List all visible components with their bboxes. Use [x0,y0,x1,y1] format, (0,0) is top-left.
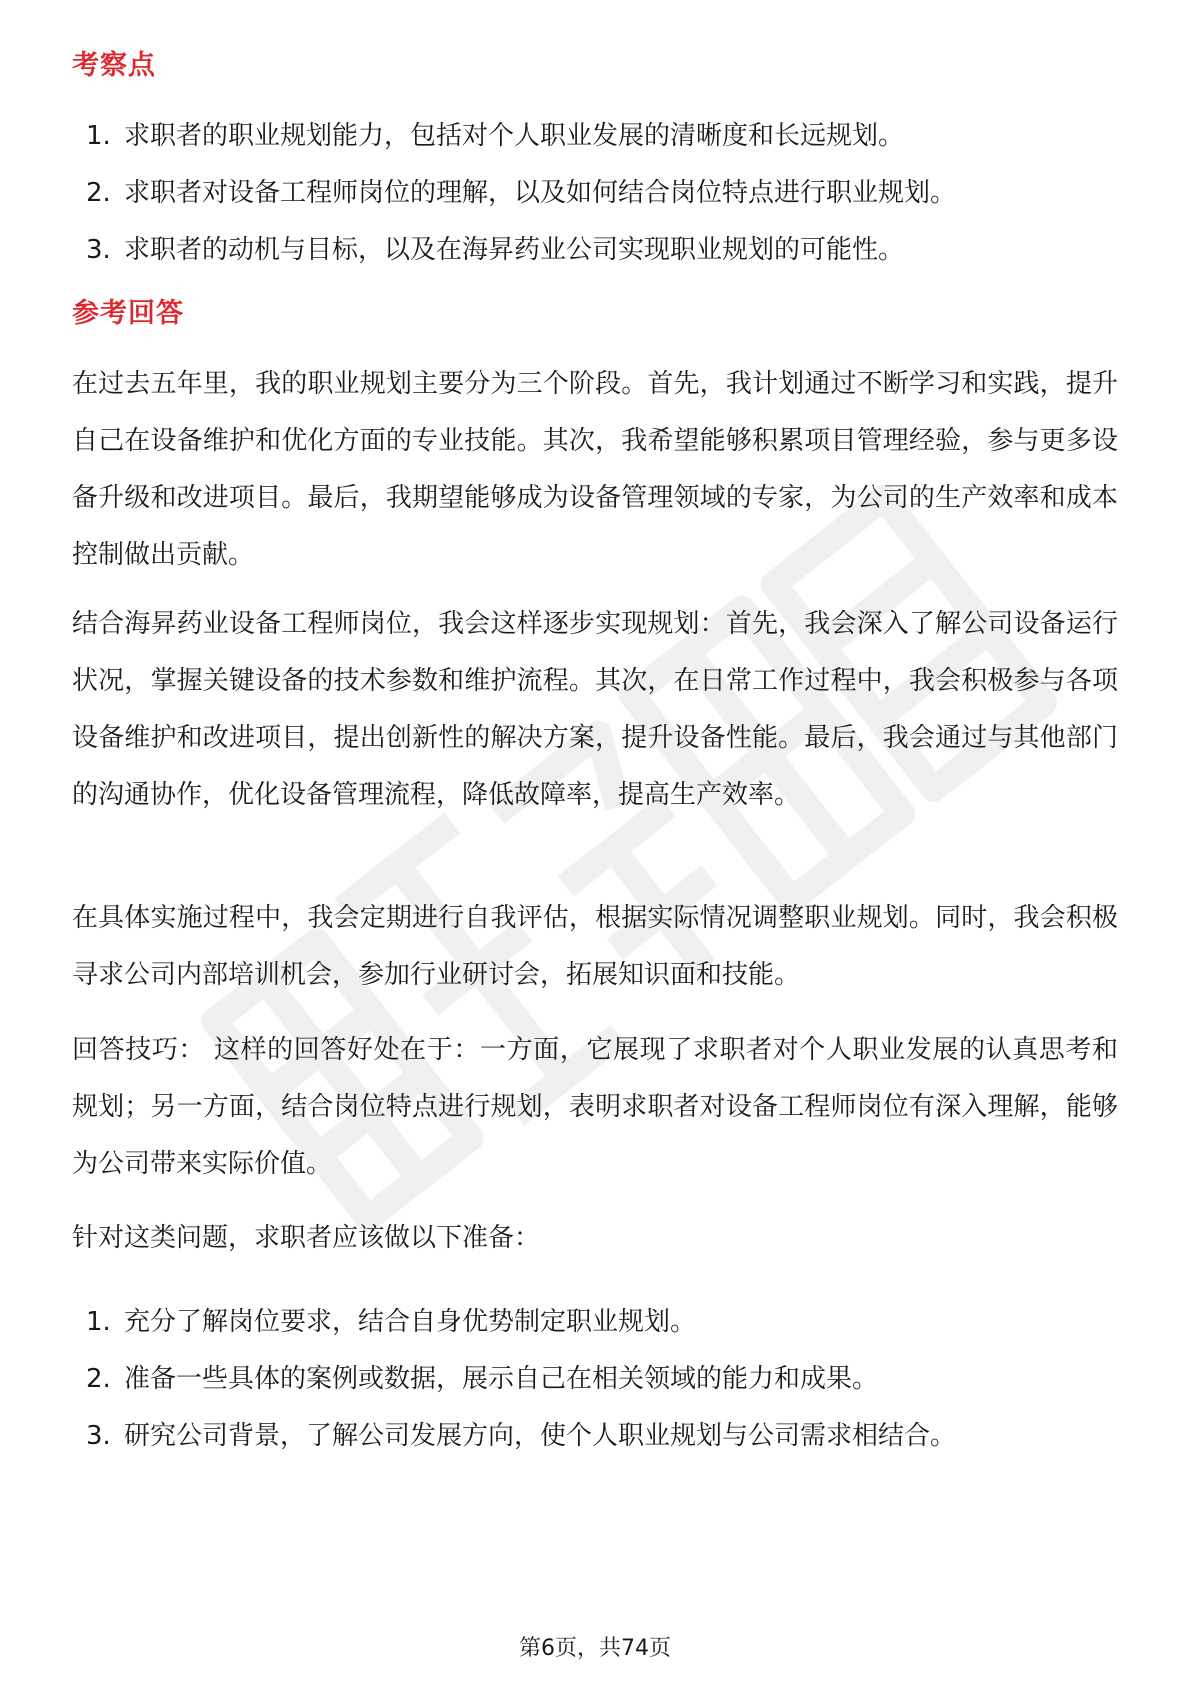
document-page [72,0,1118,1684]
answer-paragraph-3: 在具体实施过程中，我会定期进行自我评估，根据实际情况调整职业规划。同时，我会积极寻求公司内部培训机会，参加行业研讨会，拓展知识面和技能。 [72,903,1118,990]
list-item-number: 1. [86,121,111,151]
list-item-text: 充分了解岗位要求，结合自身优势制定职业规划。 [124,1307,697,1337]
answer-paragraph-1: 在过去五年里，我的职业规划主要分为三个阶段。首先，我计划通过不断学习和实践，提升自己在设备维护和优化方面的专业技能。其次，我希望能够积累项目管理经验，参与更多设备升级和改进项目。最后，我期望能够成为设备管理领域的专家，为公司的生产效率和成本控制做出贡献。 [72,369,1118,570]
list-item [72,230,1118,287]
preparation-list [72,1302,1118,1473]
list-item [72,116,1118,173]
list-item-number: 3. [86,1421,111,1451]
list-item-number: 1. [86,1307,111,1337]
list-item-text: 求职者的动机与目标，以及在海昇药业公司实现职业规划的可能性。 [124,235,905,265]
section-heading-exam-points: 考察点 [72,50,156,81]
section-heading-reference-answer: 参考回答 [72,298,184,329]
list-item-text: 准备一些具体的案例或数据，展示自己在相关领域的能力和成果。 [124,1364,879,1394]
list-item-text: 求职者对设备工程师岗位的理解，以及如何结合岗位特点进行职业规划。 [124,178,957,208]
list-item [72,1416,1118,1473]
answer-tips-paragraph: 回答技巧： 这样的回答好处在于：一方面，它展现了求职者对个人职业发展的认真思考和规划；另一方面，结合岗位特点进行规划，表明求职者对设备工程师岗位有深入理解，能够为公司带来实际价值。 [72,1035,1118,1179]
list-item-text: 求职者的职业规划能力，包括对个人职业发展的清晰度和长远规划。 [124,121,905,151]
preparation-intro: 针对这类问题，求职者应该做以下准备： [72,1223,541,1253]
list-item-text: 研究公司背景，了解公司发展方向，使个人职业规划与公司需求相结合。 [124,1421,957,1451]
list-item-number: 2. [86,1364,111,1394]
list-item-number: 2. [86,178,111,208]
list-item [72,1359,1118,1416]
list-item-number: 3. [86,235,111,265]
page-number-footer: 第6页，共74页 [519,1636,671,1661]
list-item [72,1302,1118,1359]
exam-points-list [72,116,1118,287]
list-item [72,173,1118,230]
answer-paragraph-2: 结合海昇药业设备工程师岗位，我会这样逐步实现规划：首先，我会深入了解公司设备运行状况，掌握关键设备的技术参数和维护流程。其次，在日常工作过程中，我会积极参与各项设备维护和改进项目，提出创新性的解决方案，提升设备性能。最后，我会通过与其他部门的沟通协作，优化设备管理流程，降低故障率，提高生产效率。 [72,609,1118,810]
